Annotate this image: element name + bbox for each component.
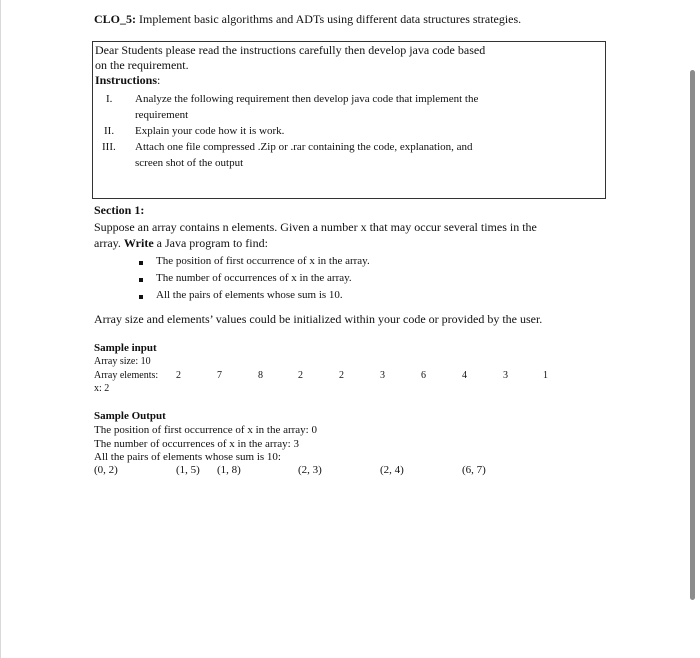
array-size-line: Array size: 10 — [94, 356, 151, 367]
para-line-2-post: a Java program to find: — [153, 236, 268, 250]
title-text: Implement basic algorithms and ADTs using different data structures strategies. — [136, 12, 522, 26]
array-element: 2 — [176, 370, 181, 381]
vertical-scrollbar[interactable] — [690, 70, 695, 600]
array-element: 2 — [339, 370, 344, 381]
output-pair: (2, 4) — [380, 464, 404, 476]
bullet-item-3: All the pairs of elements whose sum is 10. — [156, 289, 343, 301]
output-pair: (0, 2) — [94, 464, 118, 476]
array-element: 8 — [258, 370, 263, 381]
output-pair: (1, 8) — [217, 464, 241, 476]
bullet-square-icon — [139, 278, 143, 282]
page-title — [94, 12, 521, 27]
array-element: 3 — [380, 370, 385, 381]
item-1-line-2: requirement — [135, 109, 189, 121]
item-3-line-1: Attach one file compressed .Zip or .rar containing the code, explanation, and — [135, 141, 473, 153]
intro-line-2: on the requirement. — [95, 58, 189, 72]
bullet-item-1: The position of first occurrence of x in the array. — [156, 255, 370, 267]
output-line-2: The number of occurrences of x in the array: 3 — [94, 438, 299, 450]
output-pair: (1, 5) — [176, 464, 200, 476]
instructions-heading-colon: : — [157, 73, 161, 87]
output-line-3: All the pairs of elements whose sum is 10: — [94, 451, 281, 463]
x-value-line: x: 2 — [94, 383, 110, 394]
title-code: CLO_5: — [94, 12, 136, 26]
array-element: 7 — [217, 370, 222, 381]
item-2-numeral: II. — [104, 125, 115, 137]
output-line-1: The position of first occurrence of x in the array: 0 — [94, 424, 317, 436]
item-1-line-1: Analyze the following requirement then develop java code that implement the — [135, 93, 479, 105]
array-element: 2 — [298, 370, 303, 381]
array-element: 3 — [503, 370, 508, 381]
item-2-line-1: Explain your code how it is work. — [135, 125, 285, 137]
window-edge — [0, 0, 1, 658]
item-3-line-2: screen shot of the output — [135, 157, 244, 169]
item-1-numeral: I. — [106, 93, 113, 105]
para-line-2-pre: array. — [94, 236, 124, 250]
section-1-heading: Section 1: — [94, 203, 145, 217]
output-pair: (2, 3) — [298, 464, 322, 476]
sample-output-heading: Sample Output — [94, 410, 166, 422]
bullet-square-icon — [139, 295, 143, 299]
array-elements-label: Array elements: — [94, 370, 159, 381]
bullet-square-icon — [139, 261, 143, 265]
output-pair: (6, 7) — [462, 464, 486, 476]
section-1-para-line-2 — [94, 236, 268, 251]
sample-input-heading: Sample input — [94, 342, 157, 354]
instructions-heading — [95, 73, 160, 88]
array-element: 6 — [421, 370, 426, 381]
array-element: 4 — [462, 370, 467, 381]
bullet-item-2: The number of occurrences of x in the array. — [156, 272, 352, 284]
section-1-para-line-1: Suppose an array contains n elements. Given a number x that may occur several times in the — [94, 220, 537, 234]
array-element: 1 — [543, 370, 548, 381]
section-1-note: Array size and elements’ values could be initialized within your code or provided by the user. — [94, 312, 543, 326]
item-3-numeral: III. — [102, 141, 116, 153]
intro-line-1: Dear Students please read the instructions carefully then develop java code based — [95, 43, 486, 57]
para-line-2-bold: Write — [123, 236, 154, 250]
instructions-heading-text: Instructions — [95, 73, 158, 87]
